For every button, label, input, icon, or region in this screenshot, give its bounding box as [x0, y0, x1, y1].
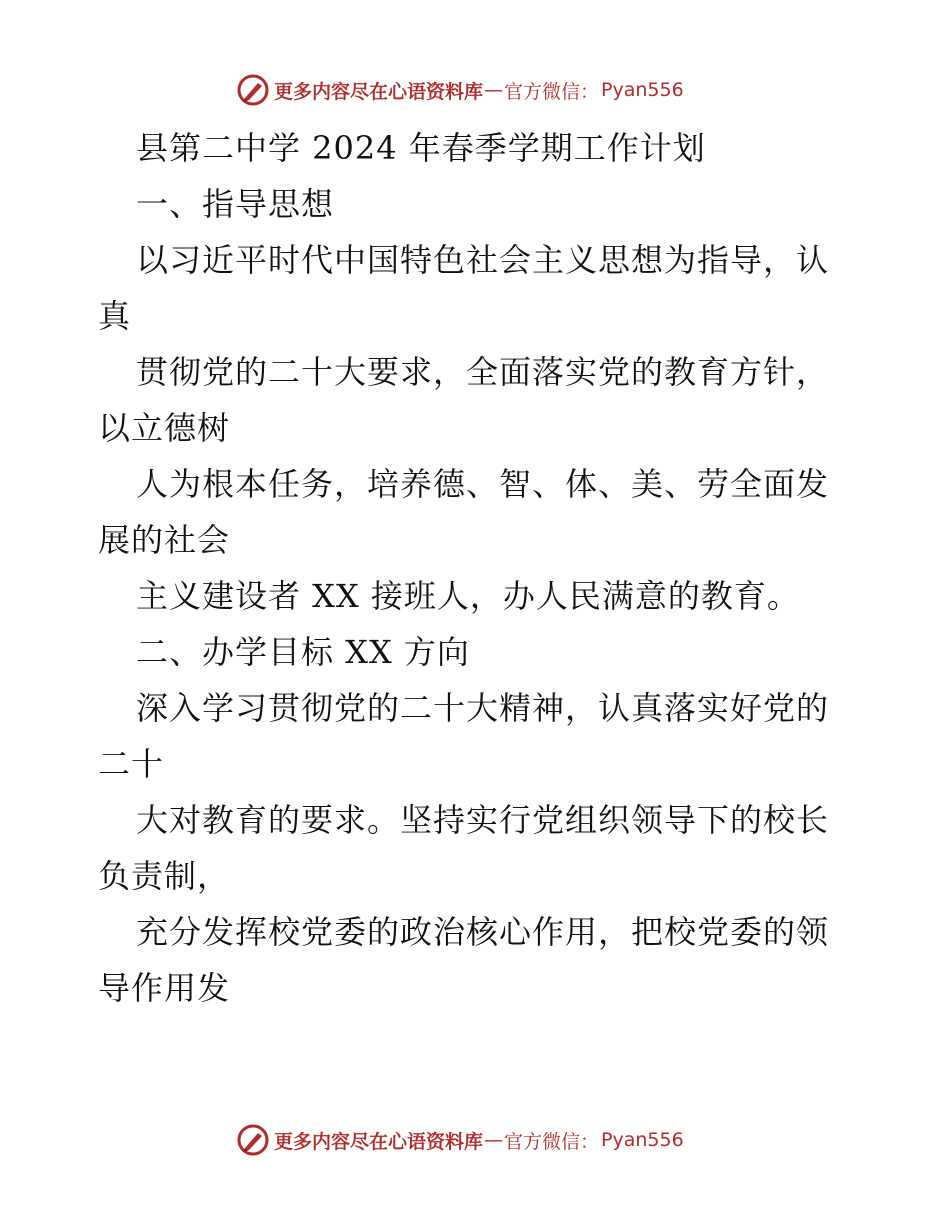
watermark-wechat-id: Pyan556 [601, 79, 684, 101]
paragraph-line: 充分发挥校党委的政治核心作用，把校党委的领 [136, 913, 830, 951]
paragraph-line: 大对教育的要求。坚持实行党组织领导下的校长 [136, 801, 830, 839]
document-body [98, 120, 858, 1016]
paragraph-line: 以习近平时代中国特色社会主义思想为指导，认 [136, 241, 830, 279]
paragraph-line: 以立德树 [98, 409, 231, 447]
header-watermark [236, 72, 684, 108]
pen-logo-icon [236, 73, 270, 107]
section-heading-2: 二、办学目标 XX 方向 [136, 633, 470, 671]
watermark-dash: — [484, 1129, 504, 1151]
paragraph-line: 真 [98, 297, 132, 335]
section-heading-1: 一、指导思想 [136, 185, 335, 223]
pen-logo-icon [236, 1123, 270, 1157]
watermark-brand: 更多内容尽在心语资料库 [274, 1130, 484, 1153]
paragraph-line: 主义建设者 XX 接班人，办人民满意的教育。 [136, 577, 800, 615]
footer-watermark [236, 1122, 684, 1158]
watermark-official-label: 官方微信： [504, 1130, 600, 1153]
watermark-official-label: 官方微信： [504, 80, 600, 103]
paragraph-line: 贯彻党的二十大要求，全面落实党的教育方针， [136, 353, 830, 391]
paragraph-line: 导作用发 [98, 969, 231, 1007]
document-title: 县第二中学 2024 年春季学期工作计划 [136, 129, 706, 167]
paragraph-line: 负责制， [98, 857, 231, 895]
paragraph-line: 人为根本任务，培养德、智、体、美、劳全面发 [136, 465, 830, 503]
paragraph-line: 深入学习贯彻党的二十大精神，认真落实好党的 [136, 689, 830, 727]
watermark-wechat-id: Pyan556 [601, 1129, 684, 1151]
watermark-dash: — [484, 79, 504, 101]
watermark-brand: 更多内容尽在心语资料库 [274, 80, 484, 103]
paragraph-line: 二十 [98, 745, 165, 783]
paragraph-line: 展的社会 [98, 521, 231, 559]
